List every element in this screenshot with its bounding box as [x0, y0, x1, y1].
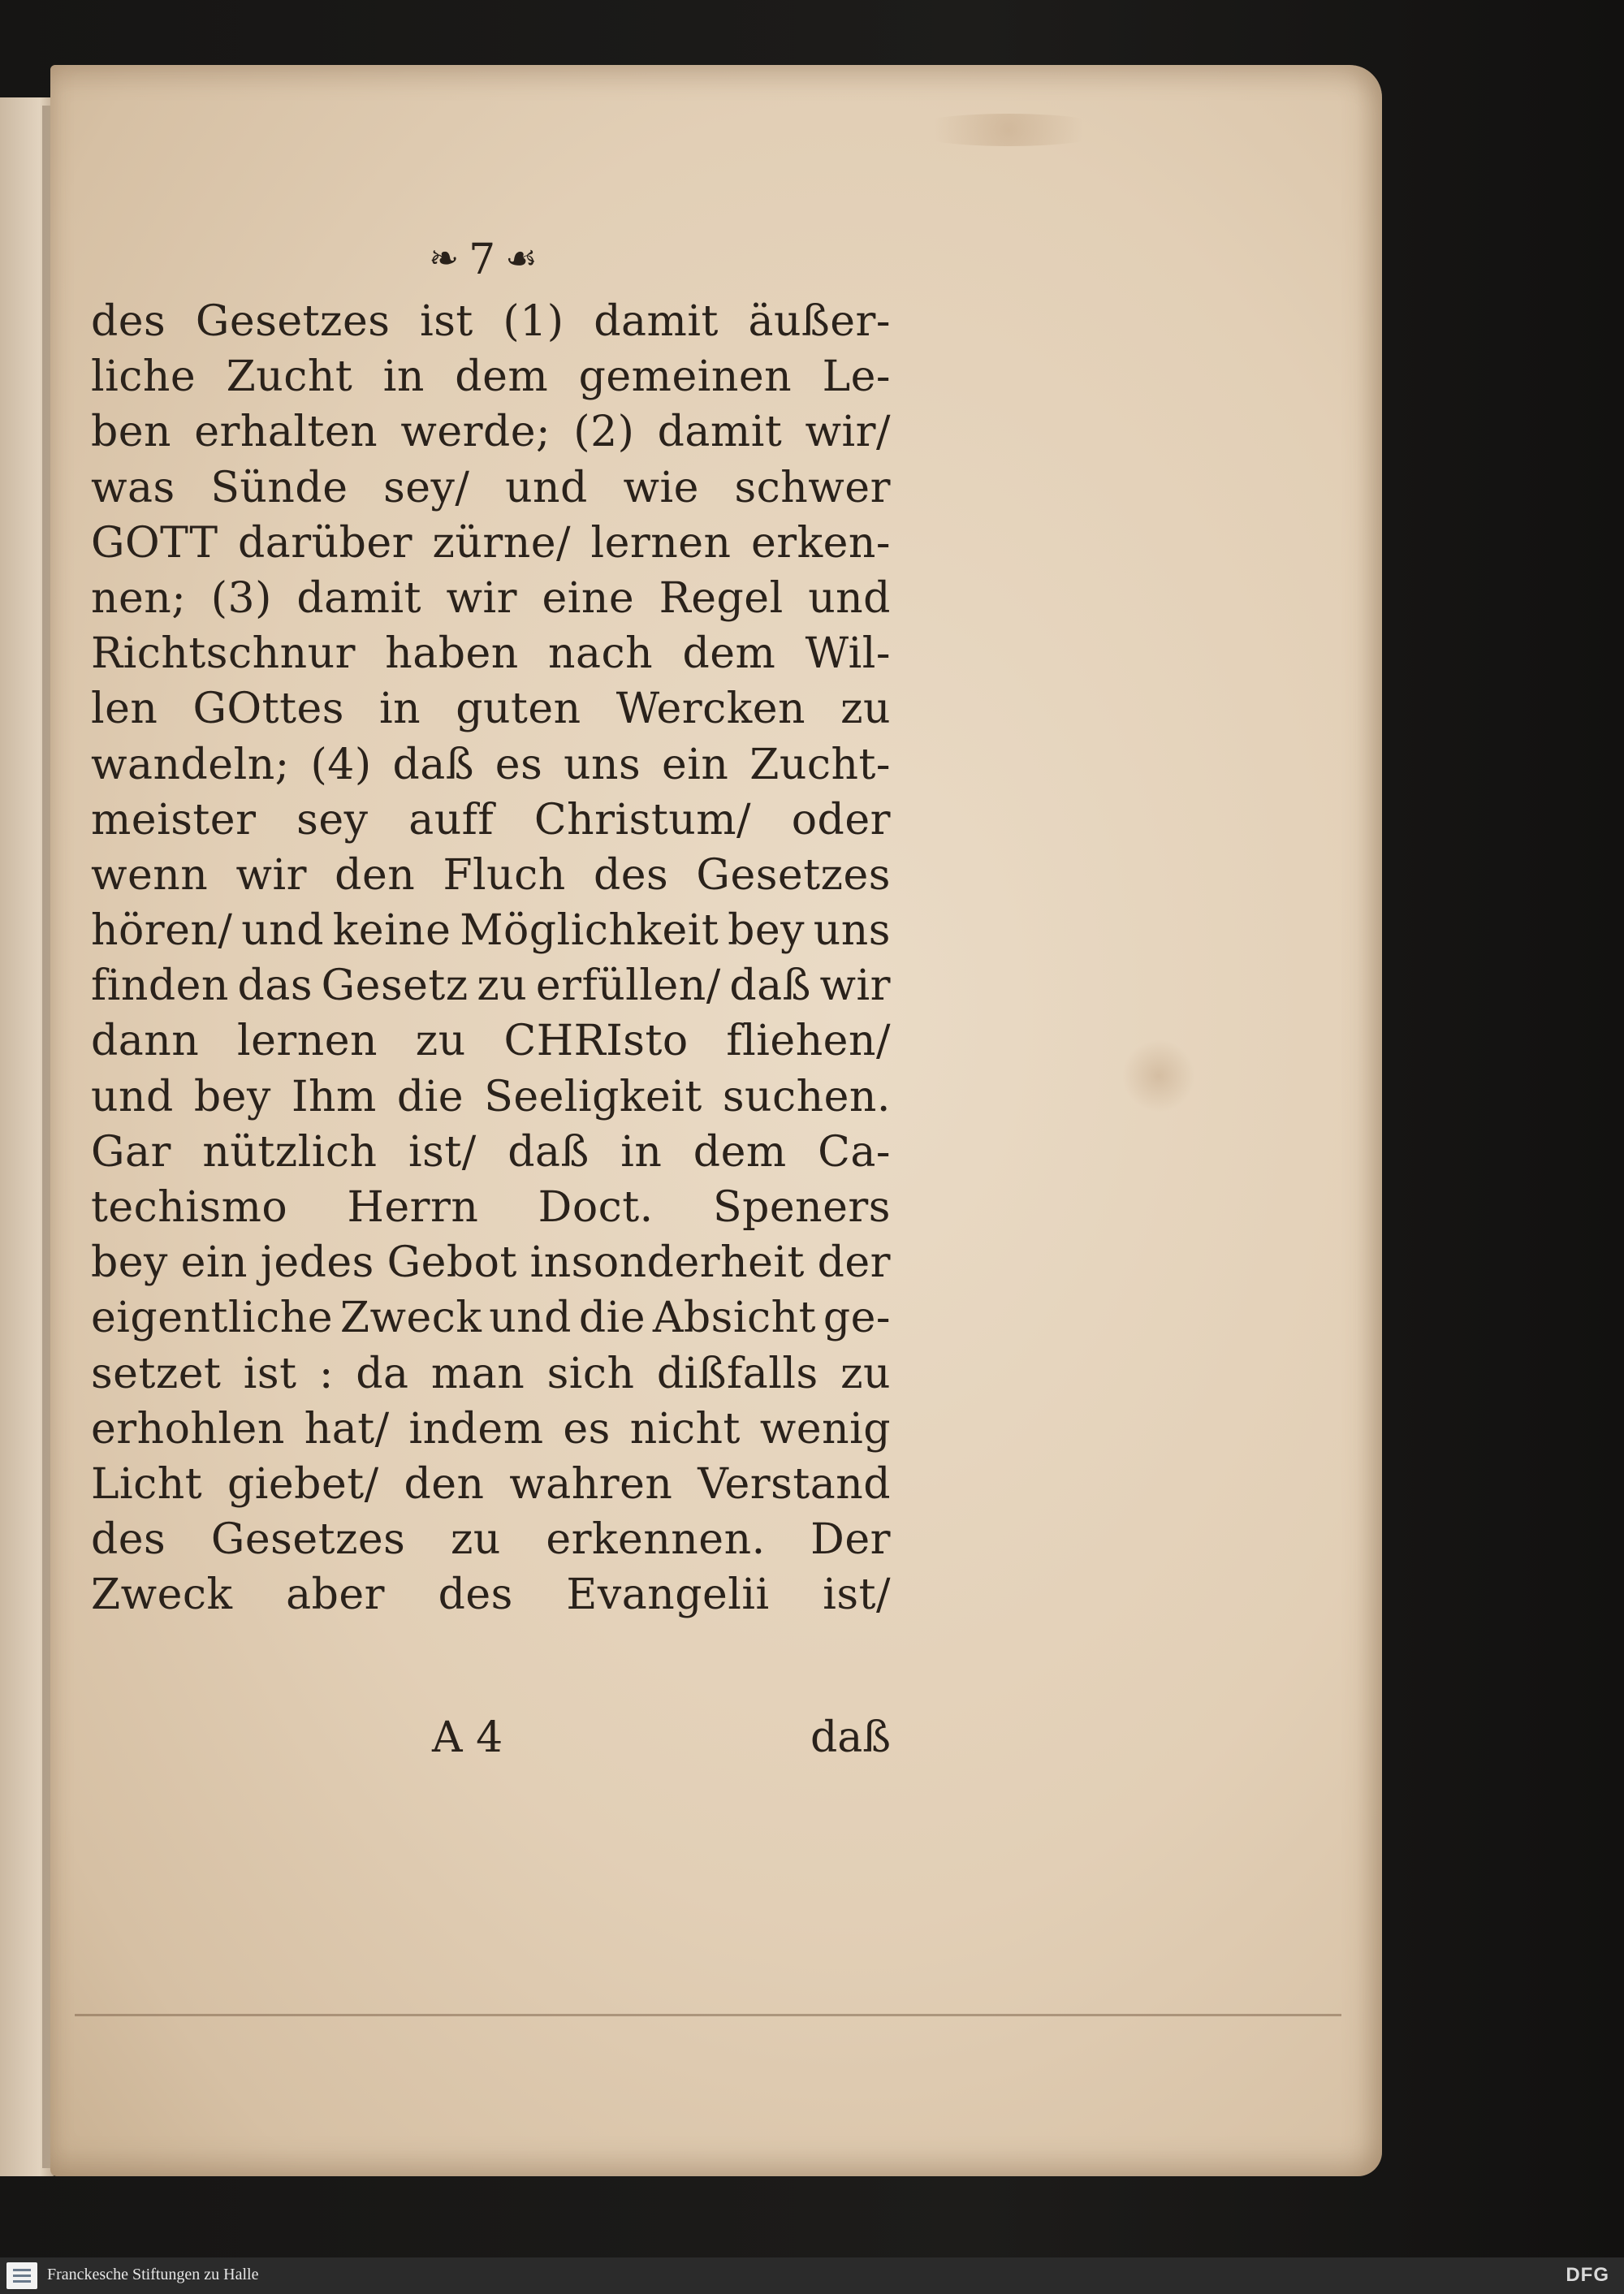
- word: eigentliche: [91, 1294, 333, 1343]
- word: aber: [286, 1570, 386, 1620]
- word: Absicht: [652, 1294, 817, 1343]
- word: Der: [810, 1515, 891, 1565]
- word: ge-: [823, 1294, 891, 1343]
- word: der: [817, 1238, 891, 1288]
- word: GOttes: [192, 685, 344, 734]
- viewer-footer: [0, 2257, 1624, 2294]
- text-line: [91, 460, 891, 516]
- word: wir: [235, 850, 307, 900]
- text-line: [91, 626, 891, 681]
- word: und: [505, 463, 588, 512]
- word: Le-: [822, 352, 891, 402]
- text-line: [91, 903, 891, 958]
- word: daß: [729, 961, 811, 1011]
- ornament-left-icon: ❧: [429, 238, 460, 279]
- word: des: [593, 850, 669, 900]
- word: guten: [456, 685, 581, 734]
- word: :: [318, 1349, 334, 1398]
- word: Doct.: [538, 1183, 654, 1232]
- word: bey: [728, 906, 805, 956]
- word: Gesetzes: [210, 1515, 406, 1565]
- page-number: 7: [469, 235, 496, 284]
- word: in: [382, 352, 425, 402]
- word: liche: [91, 352, 197, 402]
- text-line: [91, 737, 891, 793]
- word: suchen.: [722, 1072, 891, 1121]
- word: zu: [450, 1515, 501, 1565]
- word: zu: [477, 961, 528, 1011]
- word: hören/: [91, 906, 233, 956]
- word: techismo: [91, 1183, 288, 1232]
- word: indem: [408, 1404, 544, 1454]
- word: werde;: [400, 408, 551, 457]
- word: giebet/: [227, 1459, 379, 1509]
- word: ein: [180, 1238, 248, 1288]
- word: äußer-: [748, 297, 891, 346]
- word: ist: [420, 297, 473, 346]
- word: erhohlen: [91, 1404, 285, 1454]
- word: nützlich: [202, 1127, 378, 1177]
- word: ben: [91, 408, 172, 457]
- text-line: [91, 958, 891, 1013]
- word: nen;: [91, 573, 187, 623]
- word: hat/: [304, 1404, 390, 1454]
- text-line: [91, 1180, 891, 1235]
- word: zürne/: [432, 518, 572, 568]
- word: und: [489, 1294, 572, 1343]
- word: erfüllen/: [535, 961, 721, 1011]
- word: wandeln;: [91, 740, 290, 789]
- text-lines: [91, 294, 891, 1623]
- word: Gesetz: [321, 961, 469, 1011]
- ornament-right-icon: ☙: [505, 238, 538, 279]
- word: Gesetzes: [696, 850, 891, 900]
- word: damit: [296, 573, 422, 623]
- word: zu: [415, 1017, 466, 1066]
- word: die: [578, 1294, 646, 1343]
- word: finden: [91, 961, 229, 1011]
- word: Wercken: [615, 685, 806, 734]
- text-line: [91, 1567, 891, 1622]
- text-line: [91, 1346, 891, 1402]
- word: CHRIsto: [503, 1017, 689, 1066]
- word: wie: [623, 463, 699, 512]
- word: keine: [332, 906, 451, 956]
- word: den: [335, 850, 416, 900]
- word: wir: [819, 961, 891, 1011]
- word: erhalten: [194, 408, 378, 457]
- text-line: [91, 1457, 891, 1512]
- text-line: [91, 1512, 891, 1567]
- word: was: [91, 463, 175, 512]
- word: (2): [573, 408, 635, 457]
- word: erkennen.: [546, 1515, 766, 1565]
- dfg-logo: DFG: [1566, 2264, 1609, 2286]
- word: daß: [392, 740, 474, 789]
- word: in: [620, 1127, 663, 1177]
- word: des: [91, 1515, 166, 1565]
- word: (3): [210, 573, 272, 623]
- text-line: [91, 349, 891, 404]
- text-line: [91, 1013, 891, 1069]
- word: und: [91, 1072, 174, 1121]
- word: wenn: [91, 850, 209, 900]
- word: bey: [193, 1072, 271, 1121]
- catchword: daß: [810, 1713, 891, 1762]
- word: erken-: [751, 518, 891, 568]
- word: Herrn: [347, 1183, 479, 1232]
- word: sey/: [383, 463, 470, 512]
- word: Christum/: [533, 795, 752, 845]
- word: (1): [503, 297, 564, 346]
- institution-logo-icon: [6, 2262, 37, 2289]
- word: des: [438, 1570, 513, 1620]
- word: wahren: [509, 1459, 673, 1509]
- word: Wil-: [805, 629, 891, 679]
- paper-stain: [903, 114, 1114, 146]
- page-fold-line: [75, 2014, 1341, 2016]
- text-line: [91, 1290, 891, 1346]
- text-line: [91, 1125, 891, 1180]
- word: Seeligkeit: [484, 1072, 702, 1121]
- word: lernen: [590, 518, 732, 568]
- word: sey: [296, 795, 369, 845]
- word: den: [404, 1459, 485, 1509]
- page-header: [369, 235, 597, 284]
- word: Verstand: [698, 1459, 891, 1509]
- word: Möglichkeit: [460, 906, 719, 956]
- text-line: [91, 681, 891, 737]
- word: dem: [455, 352, 549, 402]
- word: damit: [594, 297, 719, 346]
- word: haben: [385, 629, 519, 679]
- word: dißfalls: [656, 1349, 818, 1398]
- word: Fluch: [443, 850, 566, 900]
- page-footer: [91, 1713, 891, 1770]
- text-line: [91, 294, 891, 349]
- signature-mark: A 4: [432, 1713, 503, 1762]
- word: da: [356, 1349, 409, 1398]
- word: fliehen/: [726, 1017, 891, 1066]
- word: ist/: [823, 1570, 891, 1620]
- word: Sünde: [210, 463, 348, 512]
- word: darüber: [237, 518, 413, 568]
- word: meister: [91, 795, 257, 845]
- text-line: [91, 1069, 891, 1125]
- word: und: [241, 906, 324, 956]
- word: daß: [508, 1127, 590, 1177]
- word: oder: [791, 795, 891, 845]
- word: dem: [693, 1127, 787, 1177]
- text-line: [91, 516, 891, 571]
- word: und: [808, 573, 891, 623]
- word: Licht: [91, 1459, 203, 1509]
- word: insonderheit: [529, 1238, 805, 1288]
- word: man: [430, 1349, 525, 1398]
- word: Ca-: [818, 1127, 891, 1177]
- text-line: [91, 848, 891, 903]
- word: GOTT: [91, 518, 218, 568]
- word: zu: [840, 1349, 891, 1398]
- text-line: [91, 1235, 891, 1290]
- word: wir/: [805, 408, 891, 457]
- word: uns: [813, 906, 891, 956]
- word: Zweck: [339, 1294, 482, 1343]
- word: Gebot: [387, 1238, 517, 1288]
- word: setzet: [91, 1349, 222, 1398]
- text-line: [91, 404, 891, 460]
- word: schwer: [734, 463, 891, 512]
- institution-name: Franckesche Stiftungen zu Halle: [47, 2266, 259, 2283]
- word: Richtschnur: [91, 629, 356, 679]
- word: damit: [657, 408, 783, 457]
- word: Gar: [91, 1127, 171, 1177]
- text-line: [91, 571, 891, 626]
- word: eine: [542, 573, 635, 623]
- word: Zucht: [226, 352, 353, 402]
- word: wir: [446, 573, 517, 623]
- word: zu: [840, 685, 891, 734]
- body-text: [91, 294, 891, 1623]
- word: ist: [243, 1349, 297, 1398]
- word: ein: [662, 740, 729, 789]
- word: nach: [548, 629, 654, 679]
- word: Gesetzes: [195, 297, 391, 346]
- paper-stain: [1122, 1039, 1195, 1112]
- word: bey: [91, 1238, 168, 1288]
- word: dann: [91, 1017, 200, 1066]
- word: auff: [408, 795, 495, 845]
- word: nicht: [629, 1404, 741, 1454]
- word: das: [237, 961, 313, 1011]
- word: es: [563, 1404, 611, 1454]
- word: sich: [546, 1349, 635, 1398]
- word: Zweck: [91, 1570, 233, 1620]
- word: die: [396, 1072, 464, 1121]
- word: lernen: [237, 1017, 378, 1066]
- word: wenig: [759, 1404, 891, 1454]
- word: des: [91, 297, 166, 346]
- word: len: [91, 685, 158, 734]
- word: in: [379, 685, 421, 734]
- word: Zucht-: [749, 740, 891, 789]
- word: Ihm: [291, 1072, 377, 1121]
- word: gemeinen: [578, 352, 793, 402]
- word: Speners: [712, 1183, 891, 1232]
- word: Regel: [659, 573, 784, 623]
- word: uns: [564, 740, 641, 789]
- word: es: [495, 740, 543, 789]
- word: dem: [682, 629, 776, 679]
- word: jedes: [260, 1238, 374, 1288]
- word: Evangelii: [566, 1570, 770, 1620]
- word: ist/: [408, 1127, 477, 1177]
- text-line: [91, 793, 891, 848]
- text-line: [91, 1402, 891, 1457]
- word: (4): [310, 740, 372, 789]
